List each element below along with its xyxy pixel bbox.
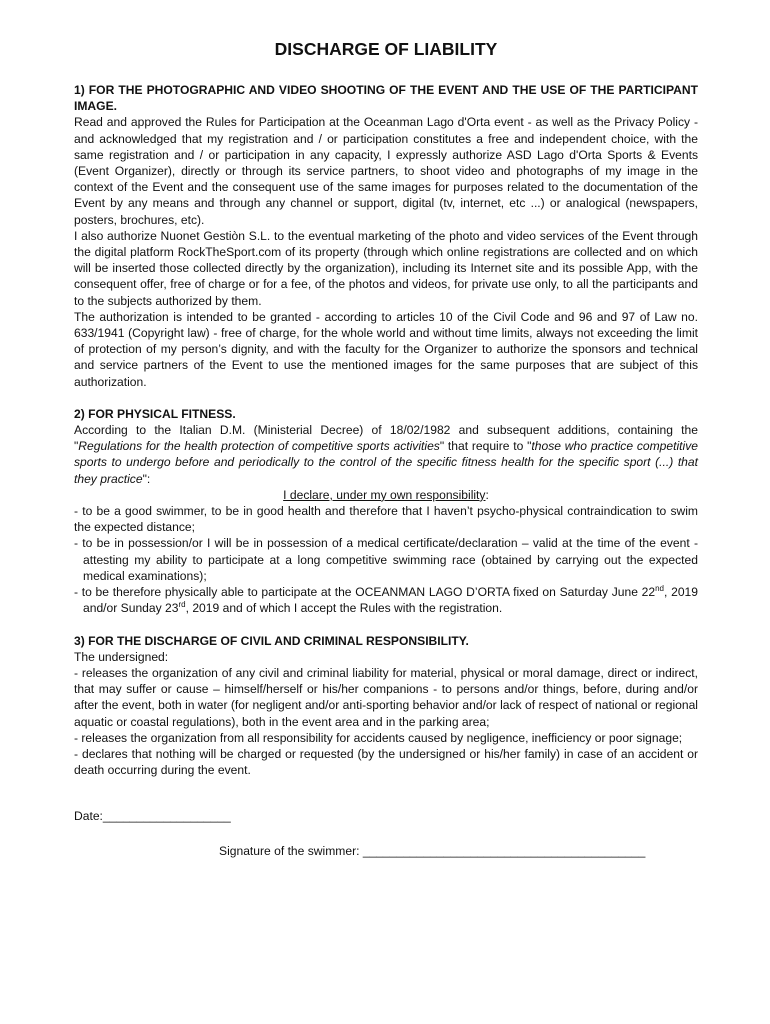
section-2-intro (74, 422, 698, 487)
section-3-intro: The undersigned: (74, 649, 169, 664)
section-1-paragraph-3: The authorization is intended to be granted - according to articles 10 of the Civil Code and 96 and 97 of Law no. 633/1941 (Copyright law) - free of charge, for the whole world and without time limits, always not exceeding the limit of protection of my person’s dignity, and with the faculty for the Organizer to authorize the sponsors and technical and service partners of the Event to use the mentioned images for the same purposes that are subject of this authorization. (74, 309, 698, 389)
liability-bullet-3: - declares that nothing will be charged or requested (by the undersigned or his/her family) in case of an accident or death occurring during the event. (74, 746, 698, 778)
declaration-colon: : (485, 487, 489, 502)
regulation-quote: those who practice competitive sports to undergo before and periodically to the control of the specific fitness health for the specific sport (...) that they practice (74, 439, 698, 486)
fitness-bullet-1: - to be a good swimmer, to be in good health and therefore that I haven’t psycho-physical contraindication to swim the expected distance; (74, 504, 698, 535)
section-2-heading: 2) FOR PHYSICAL FITNESS. (74, 406, 236, 421)
ordinal-suffix-nd: nd (655, 584, 665, 594)
intro-text-a: According to the Italian D.M. (Ministerial Decree) of 18/02/1982 and subsequent additions, containing the " (74, 423, 698, 454)
bullet-3-text-b: , 2019 and/or Sunday 23 (83, 585, 699, 616)
section-1-paragraph-2: I also authorize Nuonet Gestiòn S.L. to the eventual marketing of the photo and video services of the Event through the digital platform RockTheSport.com of its property (through which online registrations are collected and on which will be inserted those collected directly by the organization), including its Internet site and its possible App, with the consequent offer, free of charge or for a fee, of the photos and videos, for private use only, to all the participants and to the subjects authorized by them. (74, 228, 698, 308)
regulation-title: Regulations for the health protection of competitive sports activities (78, 439, 440, 454)
fitness-bullet-2: - to be in possession/or I will be in possession of a medical certificate/declaration – valid at the time of the event - attesting my ability to participate at a long competitive swimming race (obtained by carrying out the expected medical examinations); (74, 536, 698, 583)
liability-bullet-2: - releases the organization from all responsibility for accidents caused by negligence, inefficiency or poor signage; (74, 730, 683, 745)
liability-bullet-1: - releases the organization of any civil and criminal liability for material, physical or moral damage, direct or indirect, that may suffer or cause – himself/herself or his/her companions - to persons and/or things, before, during and/or after the event, both in water (for negligent and/or anti-sporting behavior and/or lack of respect of national or regional aquatic or coastal regulations), both in the event area and in the parking area; (74, 665, 698, 729)
ordinal-suffix-rd: rd (178, 600, 186, 610)
section-physical-fitness (74, 406, 698, 617)
section-1-paragraph-1: Read and approved the Rules for Participation at the Oceanman Lago d'Orta event - as well as the Privacy Policy - and acknowledged that my registration and / or participation constitutes a free and independent choice, with the same registration and / or participation in any capacity, I expressly authorize ASD Lago d'Orta Sports & Events (Event Organizer), directly or through its service partners, to shoot video and photographs of my image in the context of the Event and the consequent use of the same images for purposes related to the documentation of the Event by any means and through any channel or support, digital (tv, internet, etc ...) or analogical (newspapers, posters, brochures, etc). (74, 115, 698, 227)
date-field[interactable]: Date:___________________ (74, 809, 231, 824)
section-3-heading: 3) FOR THE DISCHARGE OF CIVIL AND CRIMINAL RESPONSIBILITY. (74, 633, 469, 648)
signature-field[interactable]: Signature of the swimmer: __________________________________________ (219, 843, 646, 858)
declaration-line (74, 487, 698, 503)
intro-text-c: " that require to " (439, 439, 532, 454)
intro-text-e: ": (142, 471, 151, 486)
bullet-3-text-a: - to be therefore physically able to participate at the OCEANMAN LAGO D’ORTA fixed on Saturday June 22 (74, 585, 656, 600)
page-title: DISCHARGE OF LIABILITY (274, 39, 498, 59)
fitness-bullet-3 (74, 584, 698, 616)
section-civil-criminal (74, 633, 698, 779)
bullet-3-text-c: , 2019 and of which I accept the Rules with the registration. (185, 601, 503, 616)
section-image-rights (74, 82, 698, 390)
declaration-text: I declare, under my own responsibility (283, 487, 486, 502)
section-1-heading: 1) FOR THE PHOTOGRAPHIC AND VIDEO SHOOTING OF THE EVENT AND THE USE OF THE PARTICIPANT IMAGE. (74, 83, 698, 114)
